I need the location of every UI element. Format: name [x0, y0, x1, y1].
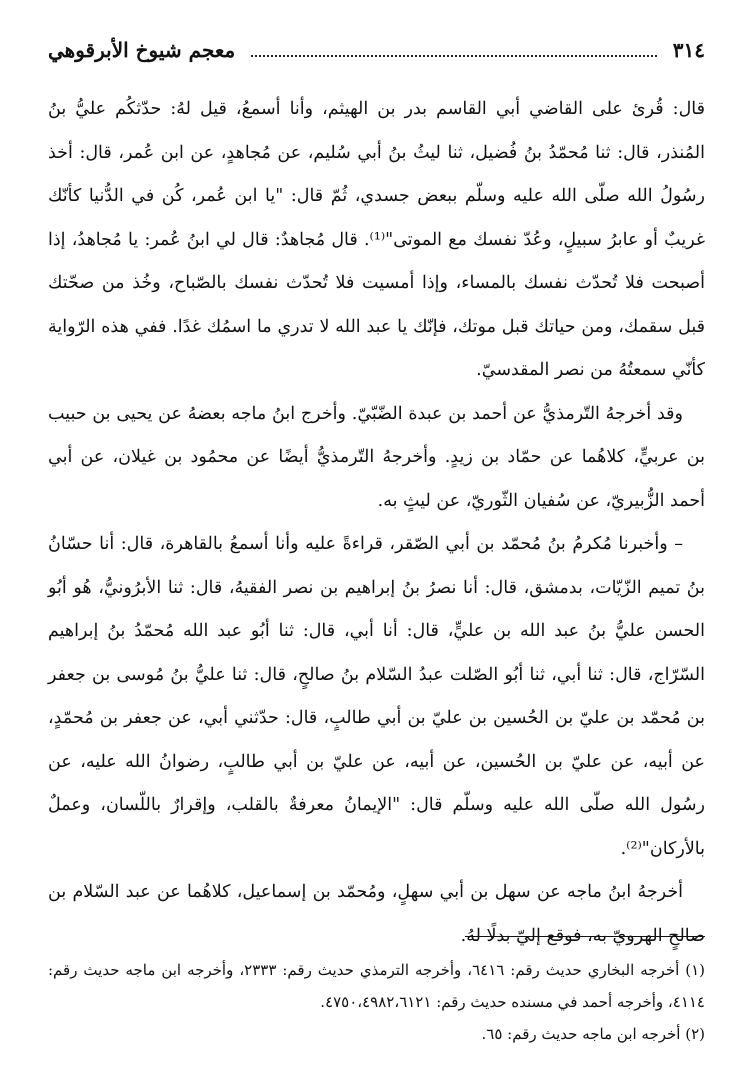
paragraph: أخرجهُ ابنُ ماجه عن سهل بن أبي سهلٍ، ومُحمّد بن إسماعيل، كلاهُما عن عبد السّلام بن صالحٍ الهرويّ به، فوقع إليّ بدلًا لهُ.	[48, 882, 705, 946]
main-text	[48, 88, 705, 958]
footnote: (١) أخرجه البخاري حديث رقم: ٦٤١٦، وأخرجه الترمذي حديث رقم: ٢٣٣٣، وأخرجه ابن ماجه حديث رقم: ٤١١٤، وأخرجه أحمد في مسنده حديث رقم: ٤٧٥٠،٤٩٨٢،٦١٢١.	[48, 961, 706, 1011]
footnotes	[48, 954, 705, 1050]
header-dotted-leader	[251, 41, 657, 57]
page-header	[48, 38, 705, 78]
paragraph: وقد أخرجهُ التّرمذيُّ عن أحمد بن عبدة الضّبّيّ. وأخرج ابنُ ماجه بعضهُ عن يحيى بن حبيب بن عربيٍّ، كلاهُما عن حمّاد بن زيدٍ. وأخرجهُ التّرمذيُّ أيضًا عن محمُود بن غيلان، عن أبي أحمد الزُّبيريّ، عن سُفيان الثّوريّ، عن ليثٍ به.	[48, 403, 705, 511]
paragraph: قال: قُرئ على القاضي أبي القاسم بدر بن الهيثم، وأنا أسمعُ، قيل لهُ: حدّثكُم عليُّ بنُ المُنذر، قال: ثنا مُحمّدُ بنُ فُضيل، ثنا ليثُ بنُ أبي سُليم، عن مُجاهدٍ، عن ابن عُمر، قال: أخذ رسُولُ الله صلّى الله عليه وسلّم ببعض جسدي، ثُمّ قال: "يا ابن عُمر، كُن في الدُّنيا كأنّك غريبٌ أو عابرُ سبيلٍ، وعُدّ نفسك مع الموتى"⁽¹⁾. قال مُجاهدٌ: قال لي ابنُ عُمر: يا مُجاهدُ، إذا أصبحت فلا تُحدّث نفسك بالمساء، وإذا أمسيت فلا تُحدّث نفسك بالصّباح، وخُذ من صحّتك قبل سقمك، ومن حياتك قبل موتك، فإنّك يا عبد الله لا تدري ما اسمُك غدًا. ففي هذه الرّواية كأنّي سمعتُهُ من نصر المقدسيّ.	[48, 99, 705, 380]
footnote-separator	[465, 936, 705, 937]
footnote: (٢) أخرجه ابن ماجه حديث رقم: ٦٥.	[481, 1025, 705, 1043]
book-page	[48, 0, 705, 1078]
running-title: معجم شيوخ الأبرقوهي	[48, 38, 236, 62]
page-number: ٣١٤	[672, 38, 705, 62]
paragraph: – وأخبرنا مُكرمُ بنُ مُحمّد بن أبي الصّقر، قراءةً عليه وأنا أسمعُ بالقاهرة، قال: أنا حسّانُ بنُ تميم الزّيّات، بدمشق، قال: أنا نصرُ بنُ إبراهيم بن نصر الفقيهُ، قال: ثنا الأبرُونيُّ، هُو أبُو الحسن عليُّ بنُ عبد الله بن عليٍّ، قال: أنا أبي، قال: ثنا أبُو عبد الله مُحمّدُ بنُ إبراهيم السّرّاج، قال: ثنا أبي، ثنا أبُو الصّلت عبدُ السّلام بنُ صالحٍ، قال: ثنا عليُّ بنُ مُوسى بن جعفر بن مُحمّد بن عليّ بن الحُسين بن عليّ بن أبي طالبٍ، قال: حدّثني أبي، عن جعفر بن مُحمّدٍ، عن أبيه، عن عليّ بن الحُسين، عن أبيه، عن عليّ بن أبي طالبٍ، رضوانُ الله عليه، عن رسُول الله صلّى الله عليه وسلّم قال: "الإيمانُ معرفةٌ بالقلب، وإقرارٌ باللّسان، وعملٌ بالأركان"⁽²⁾.	[48, 534, 706, 859]
